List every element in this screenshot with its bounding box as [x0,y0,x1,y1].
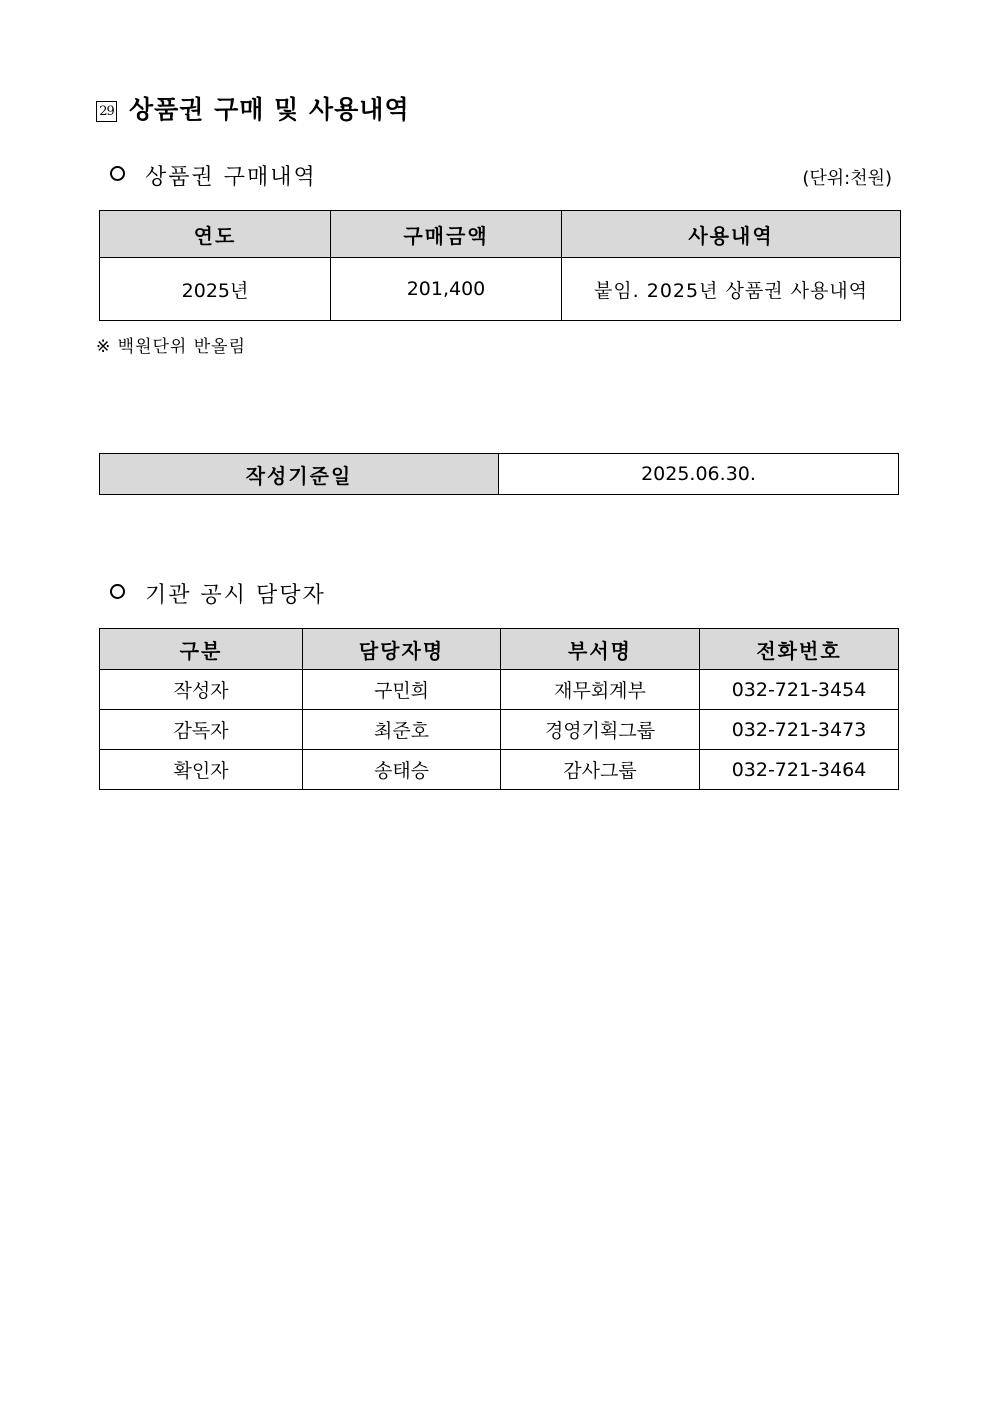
cell-year: 2025년 [100,258,331,321]
purchase-heading-text: 상품권 구매내역 [145,165,317,190]
cell-role: 확인자 [100,750,303,790]
section-number: 29 [96,101,117,122]
table-row [100,750,899,790]
cell-phone: 032-721-3473 [700,710,899,750]
page-title [96,90,410,126]
header-usage: 사용내역 [562,211,901,258]
cell-phone: 032-721-3464 [700,750,899,790]
table-row [100,710,899,750]
header-name: 담당자명 [303,629,501,670]
header-year: 연도 [100,211,331,258]
cell-role: 작성자 [100,670,303,710]
table-row [100,454,899,495]
table-row [100,670,899,710]
cell-role: 감독자 [100,710,303,750]
contacts-heading-text: 기관 공시 담당자 [145,583,326,608]
header-phone: 전화번호 [700,629,899,670]
header-role: 구분 [100,629,303,670]
cell-amount: 201,400 [331,258,562,321]
cell-usage: 붙임. 2025년 상품권 사용내역 [562,258,901,321]
cell-name: 구민희 [303,670,501,710]
unit-label: (단위:천원) [802,168,892,189]
cell-dept: 감사그룹 [501,750,700,790]
header-amount: 구매금액 [331,211,562,258]
contacts-table-header [100,629,899,670]
contacts-heading [110,578,326,609]
table-row [100,258,901,321]
purchase-heading [110,160,317,191]
purchase-table [99,210,901,321]
cell-dept: 경영기획그룹 [501,710,700,750]
header-dept: 부서명 [501,629,700,670]
circle-bullet-icon [110,166,125,181]
rounding-note: ※ 백원단위 반올림 [96,337,247,357]
cell-name: 송태승 [303,750,501,790]
cell-name: 최준호 [303,710,501,750]
cell-dept: 재무회계부 [501,670,700,710]
basis-label: 작성기준일 [100,454,499,495]
basis-value: 2025.06.30. [499,454,899,495]
cell-phone: 032-721-3454 [700,670,899,710]
basis-table [99,453,899,495]
page-title-text: 상품권 구매 및 사용내역 [129,95,410,124]
purchase-table-header [100,211,901,258]
contacts-table [99,628,899,790]
circle-bullet-icon [110,584,125,599]
